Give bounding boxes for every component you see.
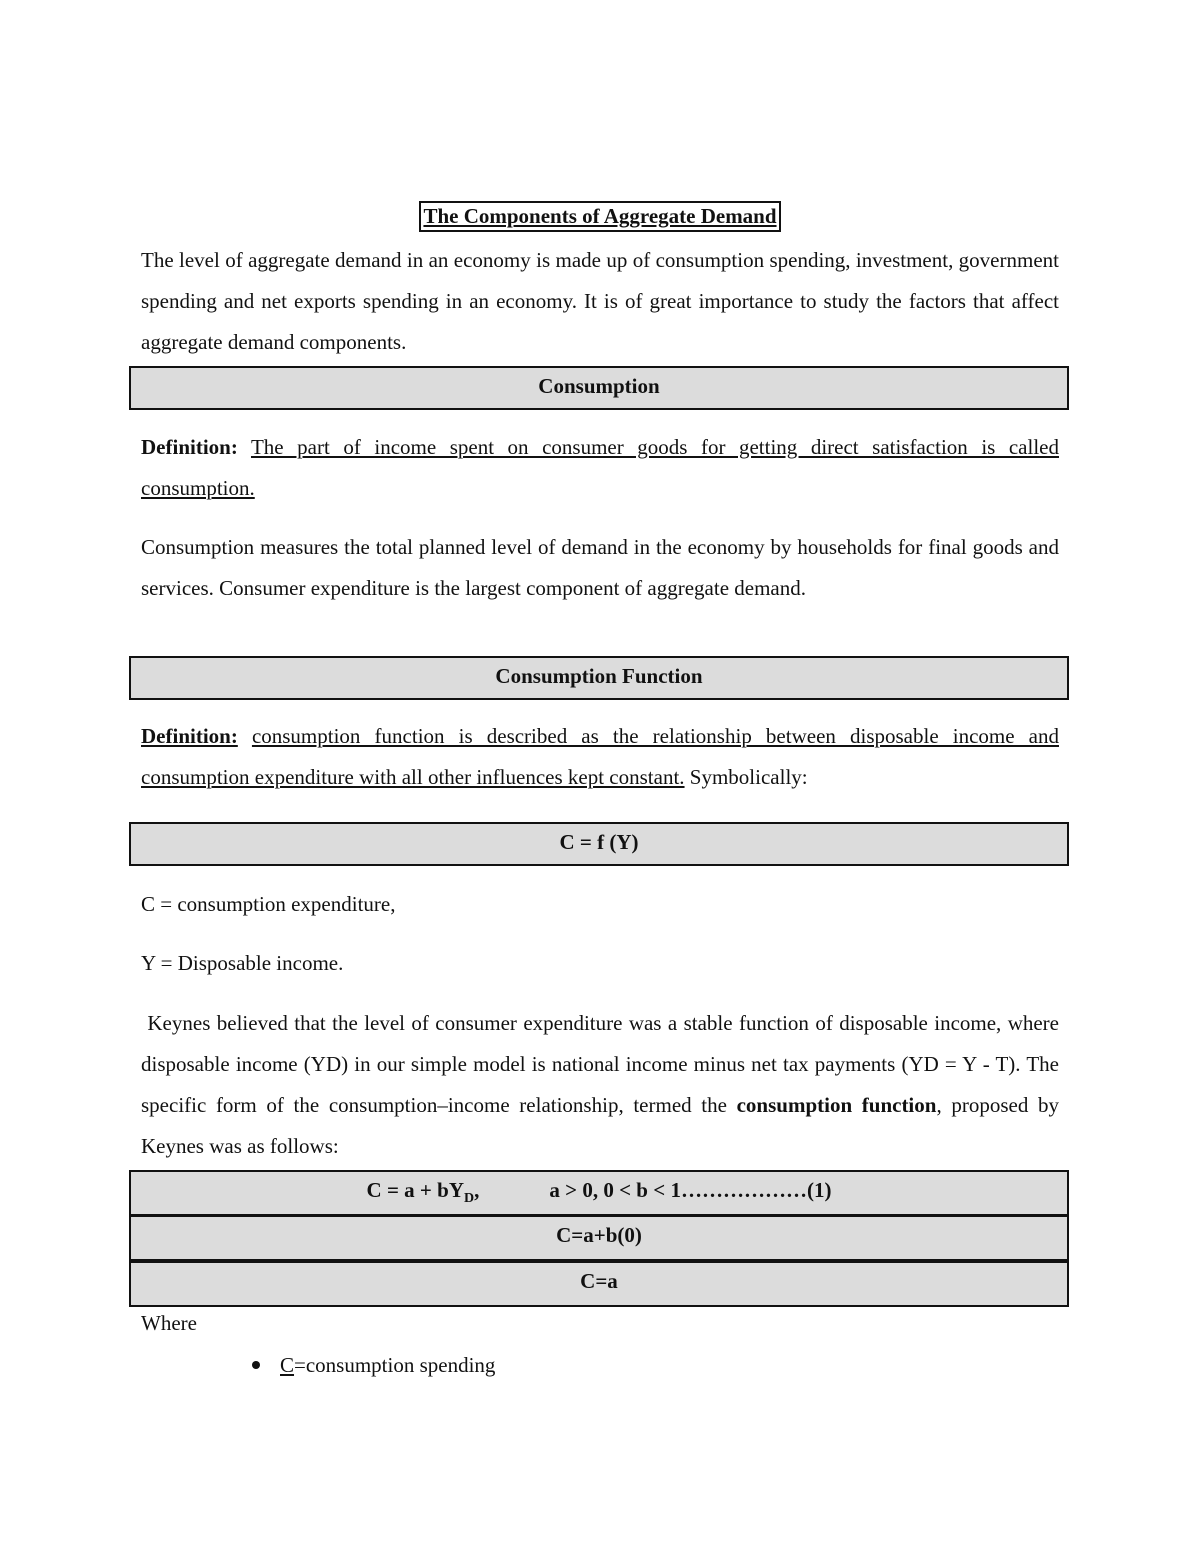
y-definition: Y = Disposable income. bbox=[141, 951, 344, 975]
consumption-function-definition bbox=[141, 716, 1059, 798]
symbolically-label: Symbolically: bbox=[689, 765, 808, 789]
equation-1-right: a > 0, 0 < b < 1………………(1) bbox=[549, 1178, 832, 1202]
bullet-dot-icon bbox=[252, 1361, 260, 1369]
equation-3: C=a bbox=[580, 1269, 618, 1293]
where-label: Where bbox=[141, 1311, 197, 1335]
consumption-definition bbox=[141, 427, 1059, 509]
consumption-heading-box bbox=[129, 366, 1069, 410]
definition-text: The part of income spent on consumer goods for getting direct satisfaction is called consumption. bbox=[141, 435, 1059, 500]
cf-definition-text: consumption function is described as the relationship between disposable income and consumption expenditure with all other influences kept constant. bbox=[141, 724, 1059, 789]
equation-2: C=a+b(0) bbox=[556, 1223, 642, 1247]
equation-1-comma: , bbox=[474, 1178, 480, 1202]
c-definition: C = consumption expenditure, bbox=[141, 892, 396, 916]
formula-box bbox=[129, 822, 1069, 866]
title-container bbox=[0, 201, 1200, 232]
bullet-c-text: =consumption spending bbox=[294, 1353, 496, 1377]
formula: C = f (Y) bbox=[559, 830, 639, 854]
consumption-function-heading: Consumption Function bbox=[495, 664, 703, 688]
definition-label: Definition: bbox=[141, 435, 238, 459]
keynes-bold: consumption function bbox=[736, 1093, 937, 1117]
bullet-c-symbol: C bbox=[280, 1353, 295, 1377]
cf-definition-label: Definition: bbox=[141, 724, 238, 748]
consumption-paragraph: Consumption measures the total planned level of demand in the economy by households for final goods and services. Consumer expenditure is the largest component of aggregate demand. bbox=[141, 535, 1059, 600]
page-title: The Components of Aggregate Demand bbox=[419, 201, 780, 232]
equation-box-1 bbox=[129, 1170, 1069, 1216]
equation-box-3 bbox=[129, 1261, 1069, 1307]
keynes-text-1: Keynes believed that the level of consumer expenditure was a stable function of disposable income, where disposable income (YD) in our simple model is national income minus net tax payments (YD = Y - T). The specific form of the consumption–income relationship, termed the bbox=[141, 1011, 1060, 1117]
bullet-item-c bbox=[252, 1350, 495, 1380]
consumption-function-heading-box bbox=[129, 656, 1069, 700]
equation-1-left: C = a + bY bbox=[366, 1178, 464, 1202]
keynes-text-2: , proposed by Keynes was as follows: bbox=[141, 1093, 1059, 1158]
keynes-paragraph bbox=[141, 1003, 1059, 1167]
equation-1-sub: D bbox=[464, 1191, 475, 1207]
consumption-heading: Consumption bbox=[538, 374, 660, 398]
intro-paragraph: The level of aggregate demand in an economy is made up of consumption spending, investment, government spending and net exports spending in an economy. It is of great importance to study the factors that affect aggregate demand components. bbox=[141, 248, 1059, 354]
equation-box-2 bbox=[129, 1215, 1069, 1261]
